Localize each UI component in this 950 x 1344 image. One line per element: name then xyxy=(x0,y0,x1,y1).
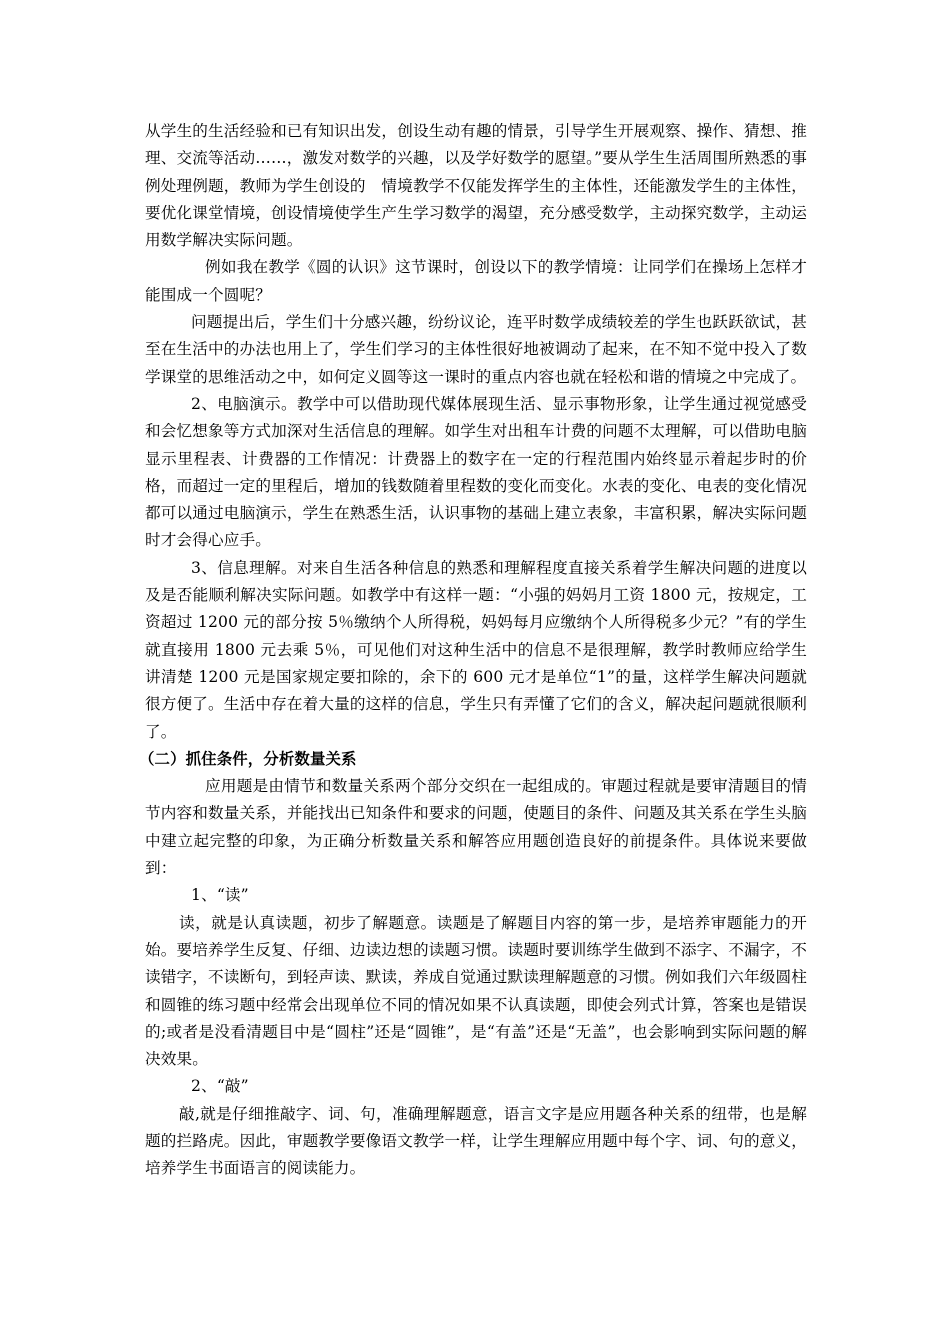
section-heading: （二）抓住条件，分析数量关系 xyxy=(139,749,357,768)
paragraph-circle-example: 例如我在教学《圆的认识》这节课时，创设以下的教学情境：让同学们在操场上怎样才能围成一个圆呢？ xyxy=(145,258,807,304)
paragraph-student-response: 问题提出后，学生们十分感兴趣，纷纷议论，连平时数学成绩较差的学生也跃跃欲试，甚至在生活中的办法也用上了，学生们学习的主体性很好地被调动了起来，在不知不觉中投入了数学课堂的思维活动之中，如何定义圆等这一课时的重点内容也就在轻松和谐的情境之中完成了。 xyxy=(145,313,807,386)
document-page xyxy=(139,118,807,1183)
paragraph-computer-demo: 2、电脑演示。教学中可以借助现代媒体展现生活、显示事物形象，让学生通过视觉感受和会忆想象等方式加深对生活信息的理解。如学生对出租车计费的问题不太理解，可以借助电脑显示里程表、计费器的工作情况：计费器上的数字在一定的行程范围内始终显示着起步时的价格，而超过一定的里程后，增加的钱数随着里程数的变化而变化。水表的变化、电表的变化情况都可以通过电脑演示，学生在熟悉生活，认识事物的基础上建立表象，丰富积累，解决实际问题时才会得心应手。 xyxy=(145,394,807,550)
subheading-read: 1、“读” xyxy=(191,886,249,905)
paragraph-intro-continued: 从学生的生活经验和已有知识出发，创设生动有趣的情景，引导学生开展观察、操作、猜想、推理、交流等活动……，激发对数学的兴趣，以及学好数学的愿望。”要从学生生活周围所熟悉的事例处理例题，教师为学生创设的 情境教学不仅能发挥学生的主体性，还能激发学生的主体性，要优化课堂情境，创设情境使学生产生学习数学的渴望，充分感受数学，主动探究数学，主动运用数学解决实际问题。 xyxy=(145,122,807,250)
paragraph-read: 读，就是认真读题，初步了解题意。读题是了解题目内容的第一步，是培养审题能力的开始。要培养学生反复、仔细、边读边想的读题习惯。读题时要训练学生做到不添字、不漏字，不读错字，不读断句，到轻声读、默读，养成自觉通过默读理解题意的习惯。例如我们六年级圆柱和圆锥的练习题中经常会出现单位不同的情况如果不认真读题，即使会列式计算，答案也是错误的;或者是没看清题目中是“圆柱”还是“圆锥”，是“有盖”还是“无盖”，也会影响到实际问题的解决效果。 xyxy=(145,913,807,1069)
subheading-scrutinize: 2、“敲” xyxy=(191,1077,249,1096)
paragraph-word-problem: 应用题是由情节和数量关系两个部分交织在一起组成的。审题过程就是要审清题目的情节内容和数量关系，并能找出已知条件和要求的问题，使题目的条件、问题及其关系在学生头脑中建立起完整的印象，为正确分析数量关系和解答应用题创造良好的前提条件。具体说来要做到： xyxy=(145,777,807,878)
paragraph-scrutinize: 敲,就是仔细推敲字、词、句，准确理解题意，语言文字是应用题各种关系的纽带，也是解题的拦路虎。因此，审题教学要像语文教学一样，让学生理解应用题中每个字、词、句的意义，培养学生书面语言的阅读能力。 xyxy=(145,1104,807,1178)
paragraph-info-understanding: 3、信息理解。对来自生活各种信息的熟悉和理解程度直接关系着学生解决问题的进度以及是否能顺利解决实际问题。如教学中有这样一题：“小强的妈妈月工资 1800 元，按规定，工资超过 1200 元的部分按 5％缴纳个人所得税，妈妈每月应缴纳个人所得税多少元？”有的学生就直接用 1800 元去乘 5％，可见他们对这种生活中的信息不是很理解，教学时教师应给学生讲清楚 1200 元是国家规定要扣除的，余下的 600 元才是单位“1”的量，这样学生解决问题就很方便了。生活中存在着大量的这样的信息，学生只有弄懂了它们的含义，解决起问题就很顺利了。 xyxy=(145,558,807,741)
